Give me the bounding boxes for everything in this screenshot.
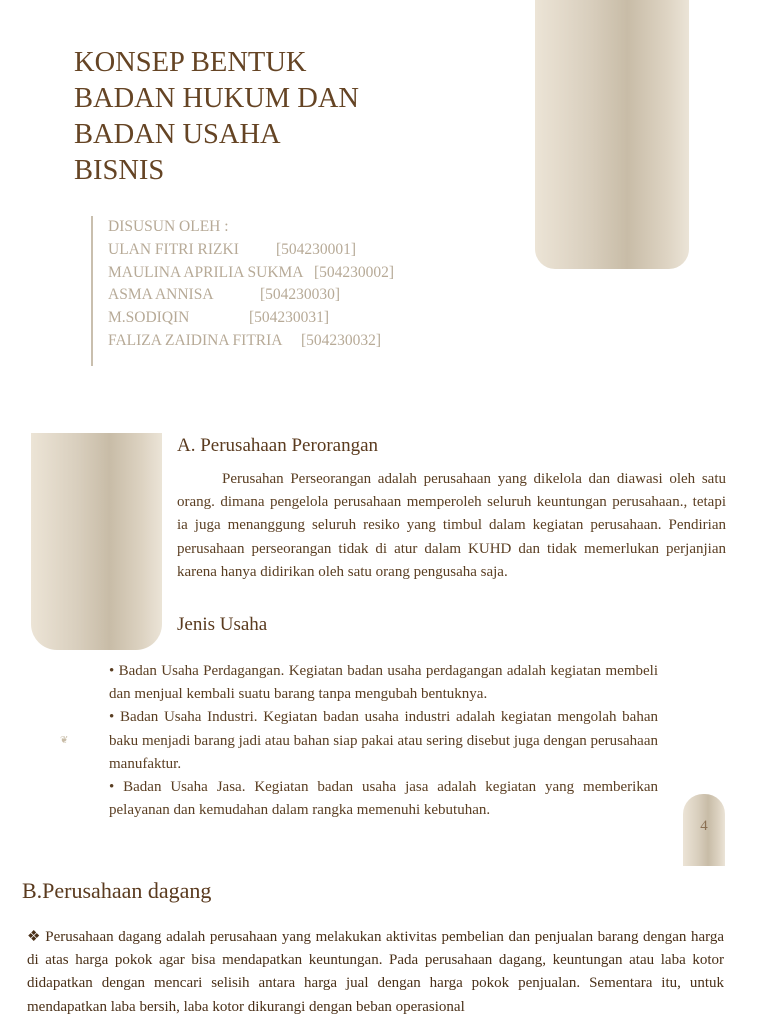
authors-block [91, 216, 395, 366]
list-item: • Badan Usaha Perdagangan. Kegiatan badan usaha perdagangan adalah kegiatan membeli dan menjual kembali suatu barang tanpa mengubah bentuknya. [109, 663, 658, 703]
title-line: BADAN USAHA [74, 119, 281, 150]
title-line: KONSEP BENTUK [74, 47, 307, 78]
decorative-pill-top [535, 0, 689, 269]
section-a-heading: A. Perusahaan Perorangan [177, 435, 379, 456]
title-line: BADAN HUKUM DAN [74, 83, 359, 114]
document-title [74, 45, 404, 189]
title-line: BISNIS [74, 155, 165, 186]
author-name: M.SODIQIN [108, 309, 190, 327]
section-b-paragraph-block [27, 926, 724, 1019]
author-nim: [504230001] [276, 240, 357, 258]
author-row [108, 262, 395, 285]
author-nim: [504230032] [301, 331, 382, 349]
section-b-paragraph: Perusahaan dagang adalah perusahaan yang melakukan aktivitas pembelian dan penjualan barang dengan harga di atas harga pokok agar bisa mendapatkan keuntungan. Pada perusahaan dagang, keuntungan atau laba kotor didapatkan dengan mencari selisih antara harga jual dengan harga pokok penjualan. Sementara itu, untuk mendapatkan laba bersih, laba kotor dikurangi dengan beban operasional [27, 929, 724, 1015]
diamond-bullet-icon: ❖ [27, 929, 42, 945]
section-b-heading: B.Perusahaan dagang [22, 878, 212, 903]
list-item: • Badan Usaha Industri. Kegiatan badan usaha industri adalah kegiatan mengolah bahan baku menjadi barang jadi atau bahan siap pakai atau sering disebut juga dengan perusahaan manufaktur. [109, 709, 658, 772]
author-row [108, 284, 341, 307]
jenis-usaha-heading: Jenis Usaha [177, 614, 268, 635]
section-a-paragraph: Perusahan Perseorangan adalah perusahaan yang dikelola dan diawasi oleh satu orang. dimana pengelola perusahaan memperoleh seluruh keuntungan perusahaan., tetapi ia juga menanggung seluruh resiko yang timbul dalam kegiatan perusahaan. Pendirian perusahaan perseorangan tidak di atur dalam KUHD dan tidak memerlukan perjanjian karena hanya didirikan oleh satu orang pengusaha saja. [177, 471, 726, 580]
author-row [108, 239, 357, 262]
decorative-pill-left [31, 433, 162, 650]
leaf-icon: ❦ [60, 735, 69, 746]
author-name: ASMA ANNISA [108, 286, 214, 304]
author-nim: [504230002] [314, 263, 395, 281]
list-item: • Badan Usaha Jasa. Kegiatan badan usaha jasa adalah kegiatan yang memberikan pelayanan dan kemudahan dalam rangka memenuhi kebutuhan. [109, 779, 658, 819]
author-name: ULAN FITRI RIZKI [108, 240, 239, 258]
author-name: FALIZA ZAIDINA FITRIA [108, 331, 283, 349]
author-row [108, 307, 330, 330]
author-name: MAULINA APRILIA SUKMA [108, 263, 304, 281]
jenis-usaha-list [109, 660, 658, 822]
author-row [108, 330, 382, 353]
author-nim: [504230030] [260, 286, 341, 304]
authors-heading: DISUSUN OLEH : [108, 218, 229, 235]
page-number: 4 [700, 818, 708, 834]
author-nim: [504230031] [249, 309, 330, 327]
